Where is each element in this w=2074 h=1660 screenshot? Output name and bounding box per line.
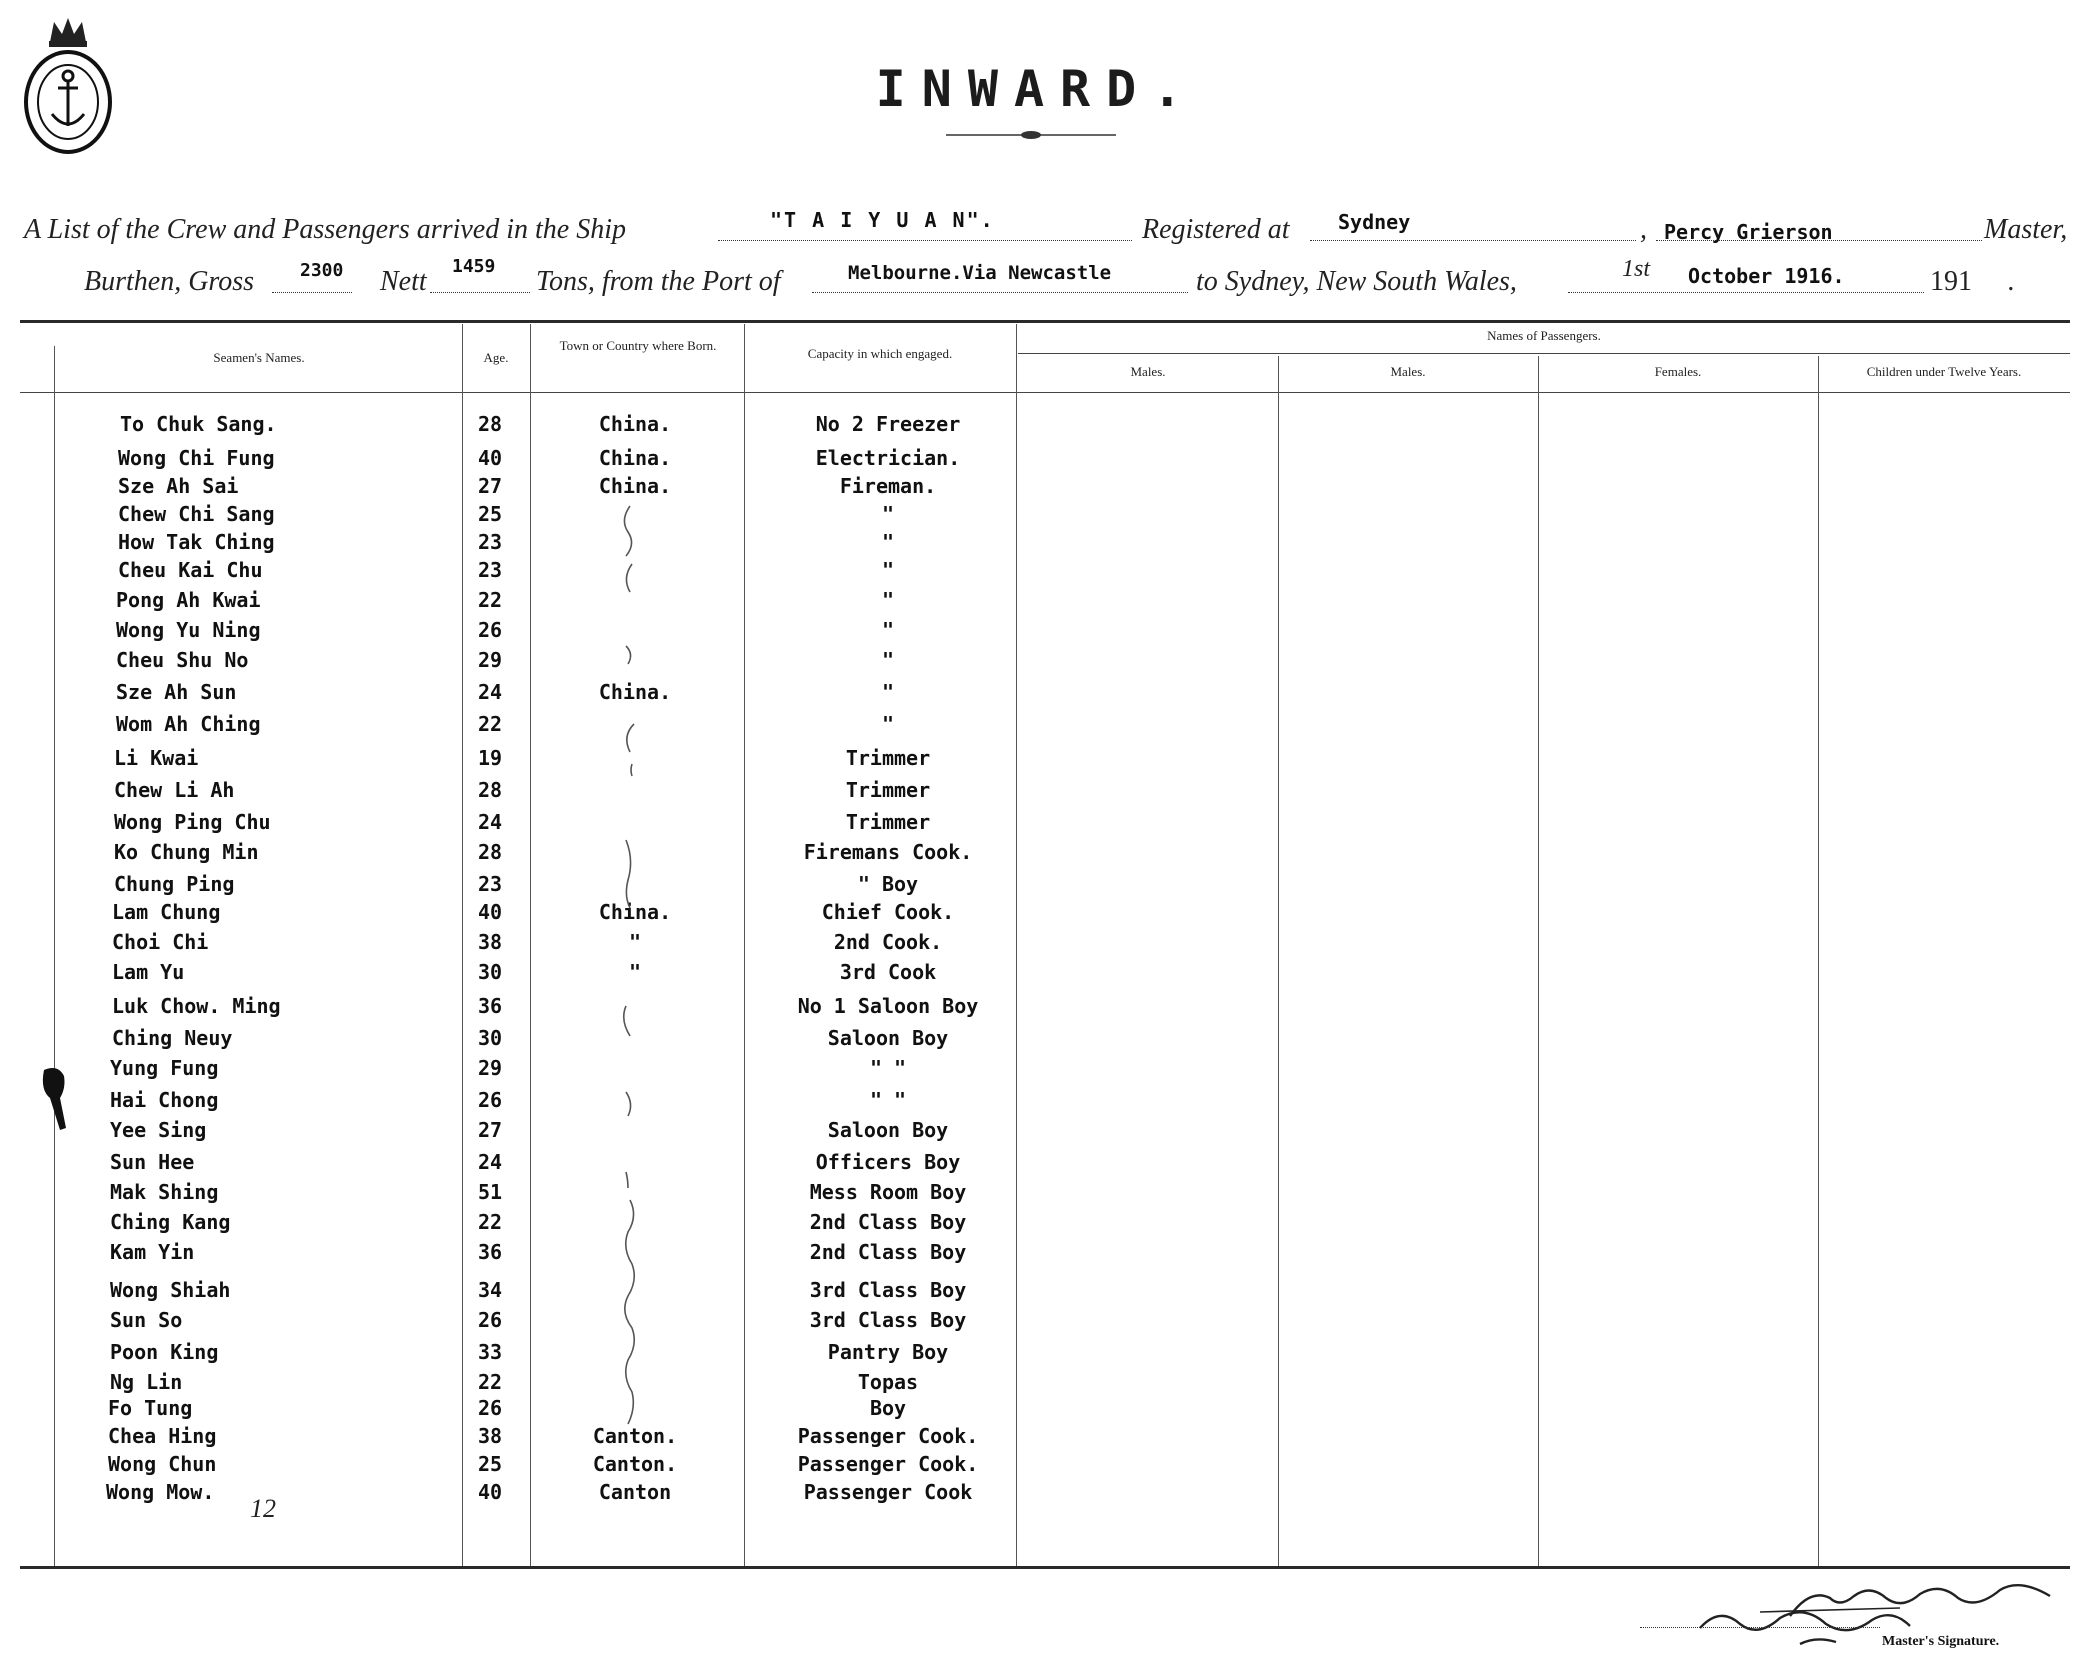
capacity-cell: Trimmer	[845, 778, 931, 802]
seaman-name: Wong Ping Chu	[114, 810, 271, 834]
seaman-name: Chung Ping	[114, 872, 235, 896]
birthplace-cell: China.	[598, 412, 672, 436]
birthplace-cell: Canton.	[592, 1424, 678, 1448]
capacity-cell: "	[881, 558, 895, 582]
birthplace-cell: China.	[598, 446, 672, 470]
seaman-name: Wong Shiah	[110, 1278, 231, 1302]
intro-line1-prefix: A List of the Crew and Passengers arrived in the Ship	[24, 214, 626, 245]
seaman-name: Ko Chung Min	[114, 840, 259, 864]
capacity-cell: Firemans Cook.	[803, 840, 973, 864]
seaman-name: Wong Yu Ning	[116, 618, 261, 642]
capacity-cell: "	[881, 680, 895, 704]
registered-comma: ,	[1640, 214, 1647, 245]
capacity-cell: " "	[869, 1088, 907, 1112]
gross-tons: 2300	[300, 260, 344, 281]
seaman-name: Wong Chun	[108, 1452, 217, 1476]
age-cell: 40	[477, 900, 503, 924]
column-divider-born-capacity	[744, 324, 745, 1566]
age-cell: 26	[477, 1396, 503, 1420]
capacity-cell: Chief Cook.	[821, 900, 955, 924]
capacity-cell: Boy	[869, 1396, 907, 1420]
nett-tons: 1459	[452, 256, 496, 277]
arrival-date: October 1916.	[1688, 264, 1845, 288]
capacity-cell: "	[881, 588, 895, 612]
date-line	[1568, 292, 1924, 293]
age-cell: 30	[477, 960, 503, 984]
title-flourish	[946, 126, 1116, 145]
capacity-cell: "	[881, 618, 895, 642]
header-children: Children under Twelve Years.	[1866, 364, 2022, 379]
seaman-name: Fo Tung	[108, 1396, 193, 1420]
age-cell: 36	[477, 994, 503, 1018]
age-cell: 25	[477, 1452, 503, 1476]
ship-name: "T A I Y U A N".	[770, 208, 995, 232]
age-cell: 36	[477, 1240, 503, 1264]
signature-label: Master's Signature.	[1882, 1634, 2000, 1649]
signature-line	[1640, 1626, 1880, 1628]
age-cell: 24	[477, 810, 503, 834]
table-left-border	[54, 346, 55, 1566]
age-cell: 22	[477, 1210, 503, 1234]
capacity-cell: "	[881, 712, 895, 736]
gross-line	[272, 292, 352, 293]
capacity-cell: 3rd Cook	[839, 960, 937, 984]
master-label: Master,	[1984, 214, 2068, 245]
seaman-name: Cheu Kai Chu	[118, 558, 263, 582]
age-cell: 27	[477, 474, 503, 498]
crown-icon	[49, 18, 87, 47]
seaman-name: Luk Chow. Ming	[112, 994, 281, 1018]
capacity-cell: " "	[869, 1056, 907, 1080]
age-cell: 27	[477, 1118, 503, 1142]
capacity-cell: Topas	[857, 1370, 919, 1394]
age-cell: 29	[477, 648, 503, 672]
capacity-cell: Passenger Cook.	[797, 1424, 979, 1448]
header-capacity: Capacity in which engaged.	[807, 346, 953, 361]
registered-label: Registered at	[1142, 214, 1290, 245]
capacity-cell: Officers Boy	[815, 1150, 961, 1174]
seaman-name: Sun Hee	[110, 1150, 195, 1174]
age-cell: 40	[477, 446, 503, 470]
seaman-name: Poon King	[110, 1340, 219, 1364]
seaman-name: Sze Ah Sun	[116, 680, 237, 704]
birthplace-cell: "	[628, 960, 642, 984]
seaman-name: Yung Fung	[110, 1056, 219, 1080]
master-name: Percy Grierson	[1664, 220, 1833, 244]
handwritten-count: 12	[250, 1494, 276, 1523]
registered-port: Sydney	[1338, 210, 1411, 234]
capacity-cell: Saloon Boy	[827, 1118, 949, 1142]
ditto-squiggles	[612, 500, 652, 1504]
seaman-name: Ng Lin	[110, 1370, 183, 1394]
header-males-1: Males.	[1130, 364, 1166, 379]
to-label: to Sydney, New South Wales,	[1196, 266, 1517, 297]
ink-blot	[36, 1064, 76, 1138]
capacity-cell: Pantry Boy	[827, 1340, 949, 1364]
age-cell: 51	[477, 1180, 503, 1204]
capacity-cell: No 2 Freezer	[815, 412, 961, 436]
seaman-name: Choi Chi	[112, 930, 209, 954]
nett-line	[430, 292, 530, 293]
age-cell: 24	[477, 1150, 503, 1174]
header-born: Town or Country where Born.	[559, 338, 717, 353]
capacity-cell: Saloon Boy	[827, 1026, 949, 1050]
seaman-name: Chew Chi Sang	[118, 502, 275, 526]
age-cell: 19	[477, 746, 503, 770]
age-cell: 23	[477, 530, 503, 554]
seaman-name: Wom Ah Ching	[116, 712, 261, 736]
seaman-name: Mak Shing	[110, 1180, 219, 1204]
seaman-name: Chew Li Ah	[114, 778, 235, 802]
column-divider-name-age	[462, 324, 463, 1566]
seaman-name: Lam Chung	[112, 900, 221, 924]
seaman-name: Wong Chi Fung	[118, 446, 275, 470]
age-cell: 25	[477, 502, 503, 526]
header-names-of-passengers: Names of Passengers.	[1487, 328, 1601, 343]
registered-line	[1310, 240, 1636, 241]
birthplace-cell: Canton	[598, 1480, 672, 1504]
birthplace-cell: Canton.	[592, 1452, 678, 1476]
seaman-name: Wong Mow.	[106, 1480, 215, 1504]
seaman-name: Chea Hing	[108, 1424, 217, 1448]
year-prefix: 191	[1930, 266, 1972, 297]
capacity-cell: " Boy	[857, 872, 919, 896]
column-divider-children	[1818, 356, 1819, 1566]
ship-name-line	[718, 240, 1132, 241]
age-cell: 40	[477, 1480, 503, 1504]
page-title: INWARD.	[875, 60, 1199, 118]
capacity-cell: 3rd Class Boy	[809, 1278, 967, 1302]
nett-label: Nett	[380, 266, 427, 297]
age-cell: 24	[477, 680, 503, 704]
capacity-cell: 3rd Class Boy	[809, 1308, 967, 1332]
age-cell: 30	[477, 1026, 503, 1050]
age-cell: 38	[477, 1424, 503, 1448]
capacity-cell: 2nd Cook.	[833, 930, 943, 954]
capacity-cell: 2nd Class Boy	[809, 1240, 967, 1264]
seaman-name: Sun So	[110, 1308, 183, 1332]
capacity-cell: "	[881, 502, 895, 526]
seaman-name: To Chuk Sang.	[120, 412, 277, 436]
capacity-cell: Mess Room Boy	[809, 1180, 967, 1204]
column-divider-females	[1538, 356, 1539, 1566]
age-cell: 26	[477, 1088, 503, 1112]
capacity-cell: Trimmer	[845, 810, 931, 834]
from-port: Melbourne.Via Newcastle	[848, 262, 1112, 284]
burthen-label: Burthen, Gross	[84, 266, 255, 297]
seaman-name: How Tak Ching	[118, 530, 275, 554]
age-cell: 26	[477, 1308, 503, 1332]
table-top-rule	[20, 320, 2070, 323]
header-females: Females.	[1654, 364, 1702, 379]
age-cell: 22	[477, 588, 503, 612]
age-cell: 23	[477, 872, 503, 896]
handwritten-day: 1st	[1622, 256, 1651, 282]
age-cell: 22	[477, 1370, 503, 1394]
age-cell: 38	[477, 930, 503, 954]
column-divider-age-born	[530, 324, 531, 1566]
birthplace-cell: China.	[598, 680, 672, 704]
capacity-cell: Passenger Cook.	[797, 1452, 979, 1476]
age-cell: 28	[477, 840, 503, 864]
seaman-name: Ching Neuy	[112, 1026, 233, 1050]
seaman-name: Yee Sing	[110, 1118, 207, 1142]
age-cell: 29	[477, 1056, 503, 1080]
trailing-period: .	[2008, 266, 2015, 297]
table-header-rule	[20, 392, 2070, 393]
birthplace-cell: "	[628, 930, 642, 954]
age-cell: 23	[477, 558, 503, 582]
passengers-subheader-rule	[1018, 353, 2070, 354]
header-age: Age.	[483, 350, 509, 365]
master-signature	[1640, 1568, 2070, 1652]
capacity-cell: Fireman.	[839, 474, 937, 498]
seaman-name: Kam Yin	[110, 1240, 195, 1264]
birthplace-cell: China.	[598, 900, 672, 924]
capacity-cell: "	[881, 530, 895, 554]
capacity-cell: Trimmer	[845, 746, 931, 770]
seaman-name: Ching Kang	[110, 1210, 231, 1234]
age-cell: 34	[477, 1278, 503, 1302]
age-cell: 28	[477, 778, 503, 802]
capacity-cell: No 1 Saloon Boy	[797, 994, 979, 1018]
seaman-name: Lam Yu	[112, 960, 185, 984]
capacity-cell: Passenger Cook	[803, 1480, 973, 1504]
age-cell: 22	[477, 712, 503, 736]
birthplace-cell: China.	[598, 474, 672, 498]
column-divider-males	[1278, 356, 1279, 1566]
header-males-2: Males.	[1390, 364, 1426, 379]
age-cell: 26	[477, 618, 503, 642]
age-cell: 33	[477, 1340, 503, 1364]
header-seamens-names: Seamen's Names.	[213, 350, 305, 365]
seaman-name: Cheu Shu No	[116, 648, 249, 672]
seaman-name: Li Kwai	[114, 746, 199, 770]
from-port-line	[812, 292, 1188, 293]
capacity-cell: "	[881, 648, 895, 672]
age-cell: 28	[477, 412, 503, 436]
seaman-name: Sze Ah Sai	[118, 474, 239, 498]
capacity-cell: 2nd Class Boy	[809, 1210, 967, 1234]
seaman-name: Hai Chong	[110, 1088, 219, 1112]
seaman-name: Pong Ah Kwai	[116, 588, 261, 612]
tons-label: Tons, from the Port of	[536, 266, 781, 297]
capacity-cell: Electrician.	[815, 446, 961, 470]
